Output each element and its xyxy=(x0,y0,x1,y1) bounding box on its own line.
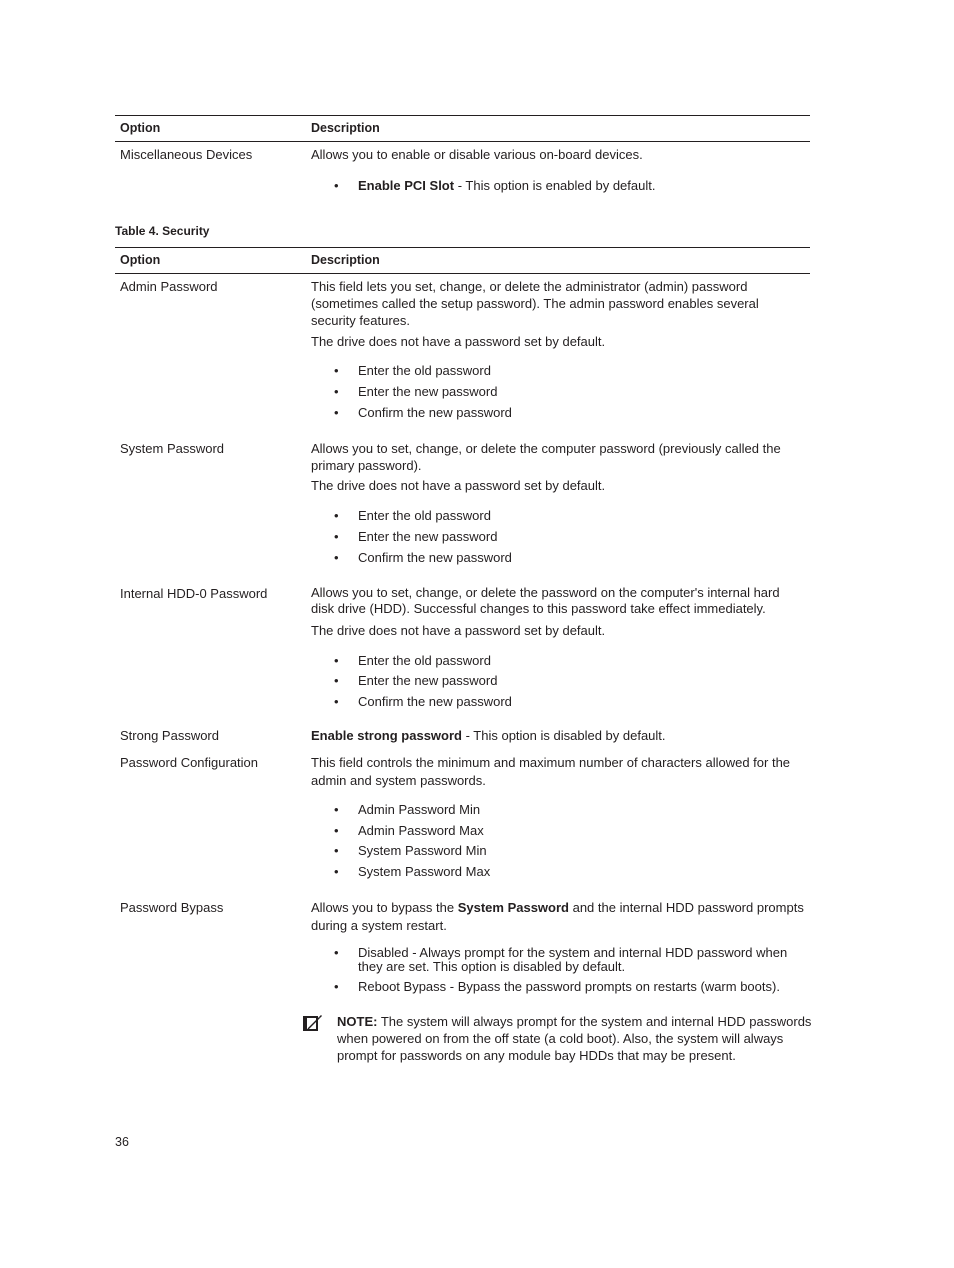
list-item: • Disabled - Always prompt for the system and internal HDD password when they are set. This option is disabled by default. xyxy=(311,946,805,974)
option-name: Password Configuration xyxy=(120,755,259,770)
description-text: Allows you to set, change, or delete the password on the computer's internal hard disk drive (HDD). Successful changes to this password take effect immediately. xyxy=(311,585,780,616)
list-item: • Enter the old password xyxy=(311,652,805,669)
description-text xyxy=(311,727,805,744)
option-description xyxy=(311,754,805,880)
option-description xyxy=(311,440,805,566)
description-text: Allows you to set, change, or delete the computer password (previously called the primary password). xyxy=(311,441,781,473)
option-name: Password Bypass xyxy=(120,900,224,915)
bold-term: Enable PCI Slot xyxy=(358,178,455,193)
note-text xyxy=(337,1013,812,1064)
option-name: Internal HDD-0 Password xyxy=(120,586,268,601)
option-description xyxy=(311,146,805,194)
description-text: This field lets you set, change, or delete the administrator (admin) password (sometimes called the setup password). The admin password enables several security features. xyxy=(311,279,759,328)
table-caption: Table 4. Security xyxy=(115,224,210,238)
description-default: The drive does not have a password set by default. xyxy=(311,478,606,493)
bullet-text: - This option is enabled by default. xyxy=(454,178,656,193)
bullet-list xyxy=(311,652,805,710)
page-number: 36 xyxy=(115,1135,129,1149)
list-item: • Confirm the new password xyxy=(311,693,805,710)
description-default: The drive does not have a password set by default. xyxy=(311,334,606,349)
option-description xyxy=(311,585,805,710)
list-item: • Confirm the new password xyxy=(311,549,805,566)
bullet-list xyxy=(311,177,805,194)
column-header-description: Description xyxy=(311,121,380,135)
column-header-description: Description xyxy=(311,253,380,267)
list-item: • Enter the new password xyxy=(311,383,805,400)
list-item: • Reboot Bypass - Bypass the password prompts on restarts (warm boots). xyxy=(311,978,805,995)
security-table xyxy=(115,247,812,1063)
description-default: The drive does not have a password set by default. xyxy=(311,623,606,638)
list-item: • Enter the old password xyxy=(311,507,805,524)
table-header xyxy=(115,115,810,142)
bold-term: System Password xyxy=(457,900,569,915)
table-header xyxy=(115,247,810,274)
column-header-option: Option xyxy=(120,253,161,267)
list-item: • System Password Max xyxy=(311,863,805,880)
list-item: • Enter the old password xyxy=(311,362,805,379)
option-name: System Password xyxy=(120,441,225,456)
misc-table xyxy=(115,115,810,193)
bullet-list xyxy=(311,507,805,566)
list-item: • Confirm the new password xyxy=(311,404,805,421)
list-item xyxy=(311,177,805,194)
option-description xyxy=(311,727,805,744)
description-post: and the internal HDD password prompts during a system restart. xyxy=(311,900,804,933)
description-text: Allows you to enable or disable various on-board devices. xyxy=(311,147,643,162)
option-description xyxy=(311,899,805,995)
bullet-list xyxy=(311,946,805,995)
description-text xyxy=(311,899,805,935)
column-header-option: Option xyxy=(120,121,161,135)
description-rest: - This option is disabled by default. xyxy=(461,728,666,743)
bullet-list xyxy=(311,801,805,880)
list-item: • Admin Password Min xyxy=(311,801,805,818)
bullet-list xyxy=(311,362,805,421)
list-item: • System Password Min xyxy=(311,842,805,859)
option-name: Miscellaneous Devices xyxy=(120,147,253,162)
list-item: • Enter the new password xyxy=(311,528,805,545)
option-name: Strong Password xyxy=(120,728,219,743)
list-item: • Admin Password Max xyxy=(311,822,805,839)
option-name: Admin Password xyxy=(120,279,218,294)
note-label: NOTE: xyxy=(337,1014,378,1029)
note-pencil-icon xyxy=(302,1013,322,1033)
note-body: The system will always prompt for the system and internal HDD passwords when powered on from the off state (a cold boot). Also, the system will always prompt for passwords on any module bay HDDs that may be present. xyxy=(337,1014,812,1063)
description-pre: Allows you to bypass the xyxy=(311,900,458,915)
list-item: • Enter the new password xyxy=(311,672,805,689)
description-text: This field controls the minimum and maximum number of characters allowed for the admin and system passwords. xyxy=(311,755,791,788)
bold-term: Enable strong password xyxy=(311,728,462,743)
option-description xyxy=(311,278,805,421)
